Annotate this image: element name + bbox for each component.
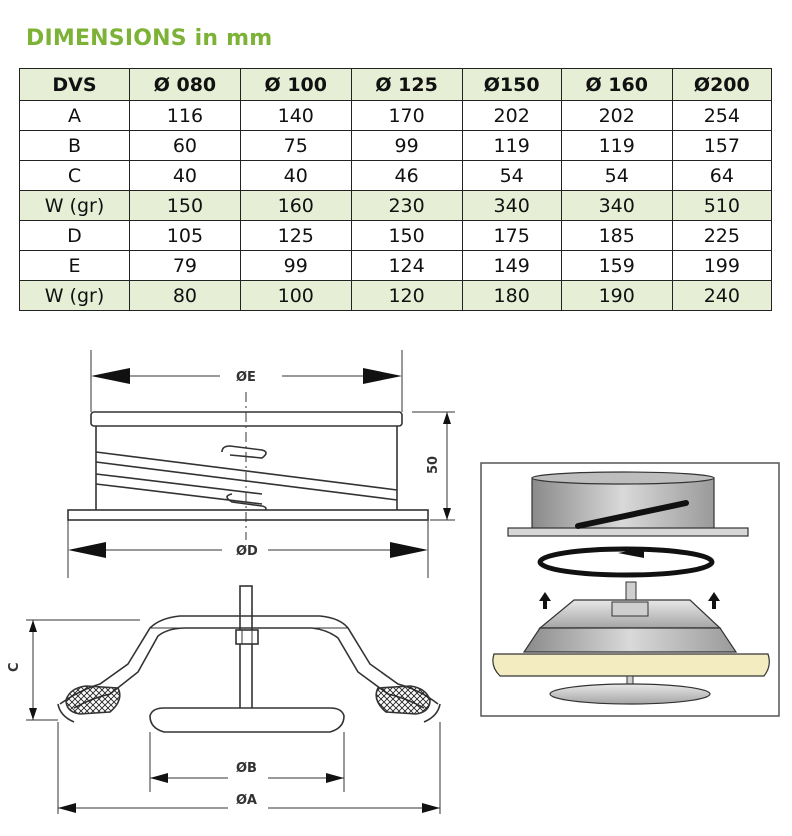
table-cell: 79 <box>130 251 241 281</box>
row-label: D <box>20 221 130 251</box>
table-cell: 185 <box>561 221 672 251</box>
row-label: E <box>20 251 130 281</box>
table-cell: 159 <box>561 251 672 281</box>
diameter-d-label: ØD <box>236 544 258 559</box>
table-cell: 99 <box>240 251 351 281</box>
diameter-e-label: ØE <box>236 370 256 385</box>
table-cell: 140 <box>240 101 351 131</box>
column-header: Ø 100 <box>240 69 351 101</box>
table-cell: 202 <box>462 101 561 131</box>
table-cell: 119 <box>561 131 672 161</box>
table-cell: 105 <box>130 221 241 251</box>
table-cell: 46 <box>351 161 462 191</box>
table-cell: 119 <box>462 131 561 161</box>
table-cell: 120 <box>351 281 462 311</box>
row-label: B <box>20 131 130 161</box>
row-label: W (gr) <box>20 281 130 311</box>
section-view-drawing <box>26 586 440 814</box>
table-cell: 225 <box>672 221 771 251</box>
table-cell: 340 <box>561 191 672 221</box>
table-cell: 40 <box>240 161 351 191</box>
table-cell: 202 <box>561 101 672 131</box>
table-cell: 180 <box>462 281 561 311</box>
row-label: C <box>20 161 130 191</box>
assembly-illustration <box>481 463 779 716</box>
table-cell: 40 <box>130 161 241 191</box>
table-cell: 160 <box>240 191 351 221</box>
table-cell: 199 <box>672 251 771 281</box>
table-cell: 116 <box>130 101 241 131</box>
diameter-b-label: ØB <box>236 761 257 776</box>
height-label: 50 <box>426 455 441 474</box>
table-cell: 150 <box>351 221 462 251</box>
column-header: Ø 080 <box>130 69 241 101</box>
column-header: Ø200 <box>672 69 771 101</box>
table-cell: 60 <box>130 131 241 161</box>
table-cell: 190 <box>561 281 672 311</box>
table-cell: 230 <box>351 191 462 221</box>
table-cell: 149 <box>462 251 561 281</box>
row-label: A <box>20 101 130 131</box>
table-cell: 340 <box>462 191 561 221</box>
table-cell: 510 <box>672 191 771 221</box>
table-cell: 54 <box>561 161 672 191</box>
table-cell: 54 <box>462 161 561 191</box>
page-title: DIMENSIONS in mm <box>26 26 273 51</box>
table-cell: 80 <box>130 281 241 311</box>
side-view-drawing <box>68 350 455 578</box>
table-cell: 175 <box>462 221 561 251</box>
table-cell: 100 <box>240 281 351 311</box>
dim-c-label: C <box>7 662 22 672</box>
table-cell: 75 <box>240 131 351 161</box>
table-cell: 124 <box>351 251 462 281</box>
table-cell: 64 <box>672 161 771 191</box>
table-cell: 254 <box>672 101 771 131</box>
table-cell: 125 <box>240 221 351 251</box>
row-label: W (gr) <box>20 191 130 221</box>
table-cell: 170 <box>351 101 462 131</box>
table-cell: 157 <box>672 131 771 161</box>
diameter-a-label: ØA <box>236 793 257 808</box>
column-header: DVS <box>20 69 130 101</box>
column-header: Ø 125 <box>351 69 462 101</box>
table-cell: 150 <box>130 191 241 221</box>
column-header: Ø150 <box>462 69 561 101</box>
column-header: Ø 160 <box>561 69 672 101</box>
table-cell: 240 <box>672 281 771 311</box>
table-cell: 99 <box>351 131 462 161</box>
